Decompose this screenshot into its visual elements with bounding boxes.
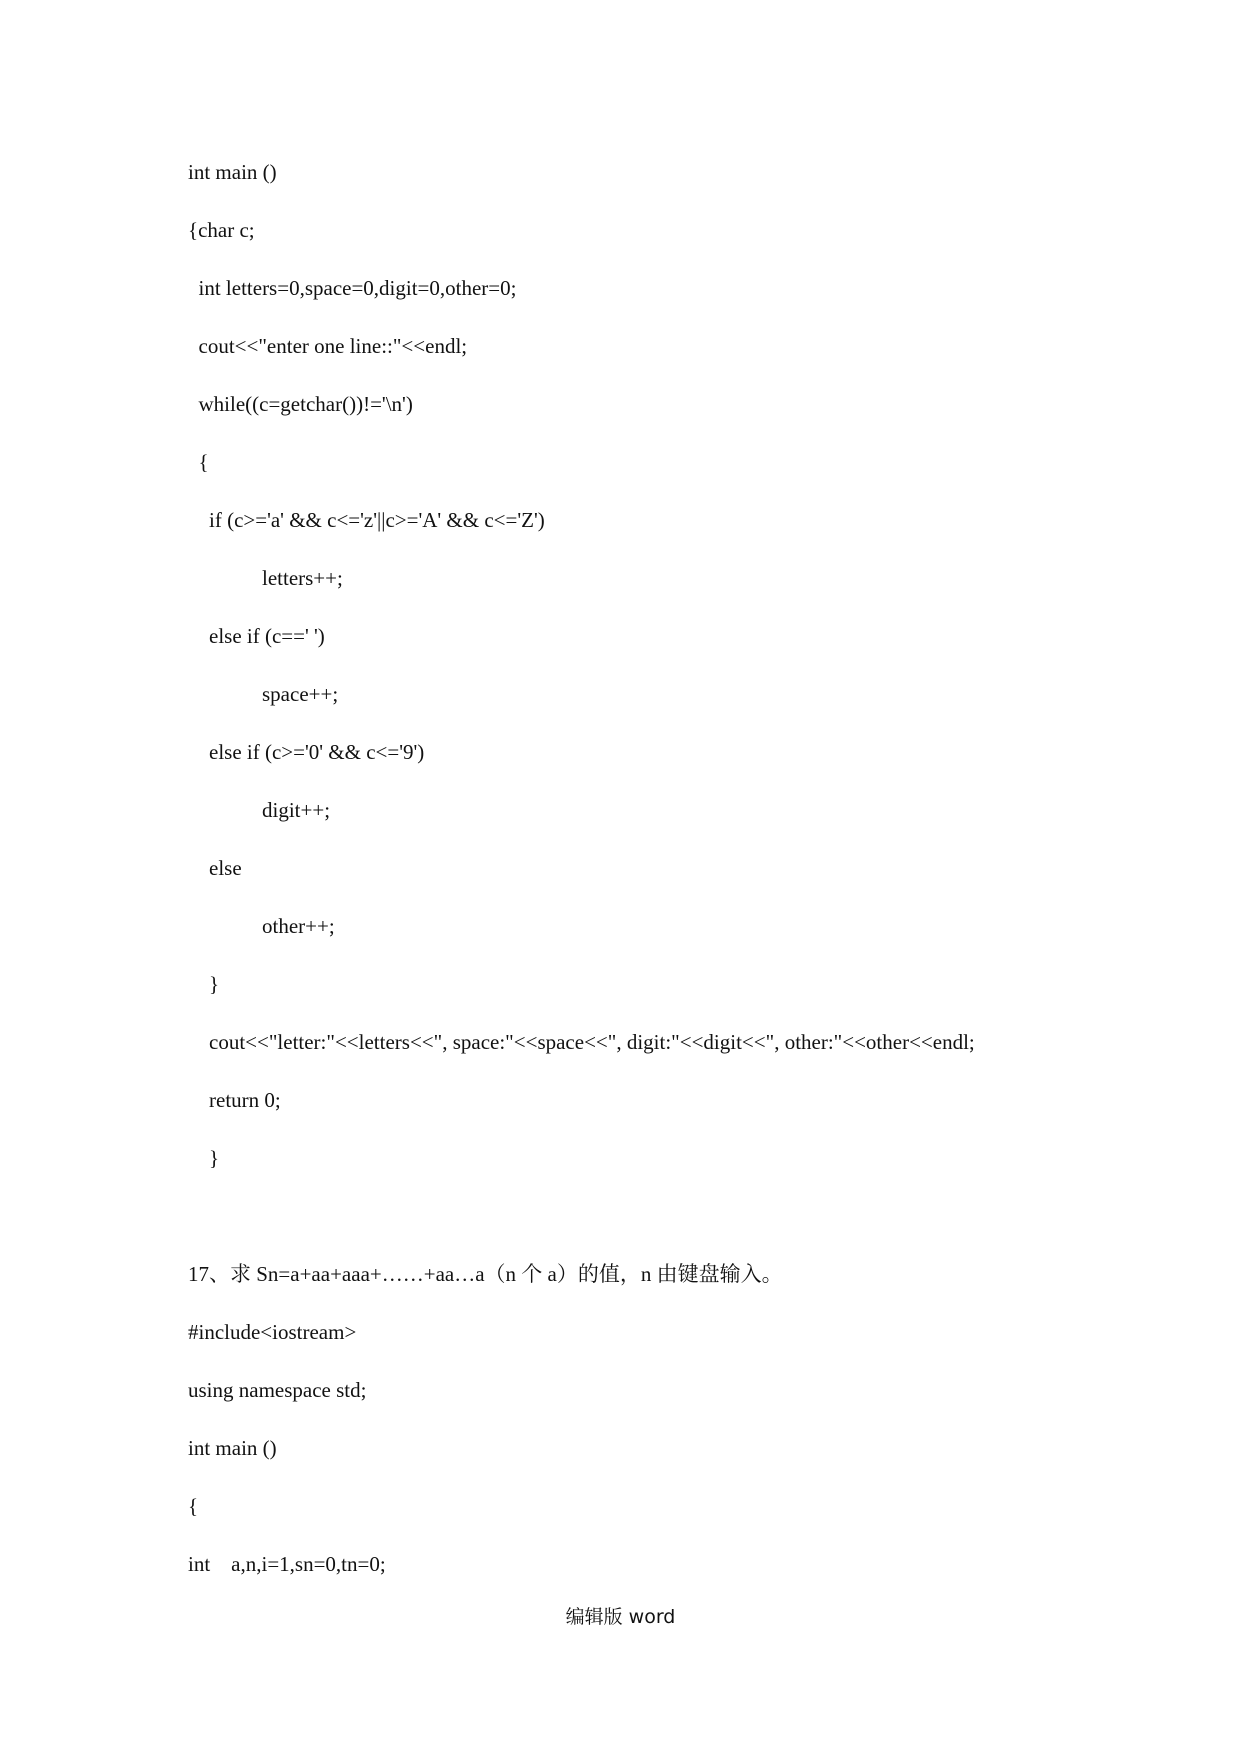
code-line: int a,n,i=1,sn=0,tn=0;	[188, 1552, 386, 1576]
code-line: int letters=0,space=0,digit=0,other=0;	[188, 276, 517, 300]
code-line: space++;	[220, 682, 339, 706]
code-line: using namespace std;	[188, 1378, 367, 1402]
code-line: else if (c>='0' && c<='9')	[188, 740, 425, 764]
code-line: }	[188, 1146, 220, 1170]
code-line: if (c>='a' && c<='z'||c>='A' && c<='Z')	[188, 508, 545, 532]
code-line: cout<<"letter:"<<letters<<", space:"<<space<<", digit:"<<digit<<", other:"<<other<<endl;	[188, 1030, 975, 1054]
code-line: int main ()	[188, 160, 277, 184]
code-line: {char c;	[188, 218, 255, 242]
code-line: }	[188, 972, 220, 996]
code-line: {	[188, 1494, 199, 1518]
code-line: while((c=getchar())!='\n')	[188, 392, 413, 416]
code-line: int main ()	[188, 1436, 277, 1460]
page-footer: 编辑版 word	[565, 1606, 676, 1628]
code-line: cout<<"enter one line::"<<endl;	[188, 334, 468, 358]
code-line: {	[188, 450, 209, 474]
code-line: else	[188, 856, 242, 880]
code-line: letters++;	[220, 566, 343, 590]
code-line: digit++;	[220, 798, 331, 822]
question-heading: 17、求 Sn=a+aa+aaa+……+aa…a（n 个 a）的值，n 由键盘输入。	[188, 1262, 783, 1286]
code-line: #include<iostream>	[188, 1320, 357, 1344]
code-line: else if (c==' ')	[188, 624, 325, 648]
code-line: return 0;	[188, 1088, 281, 1112]
code-line: other++;	[220, 914, 335, 938]
